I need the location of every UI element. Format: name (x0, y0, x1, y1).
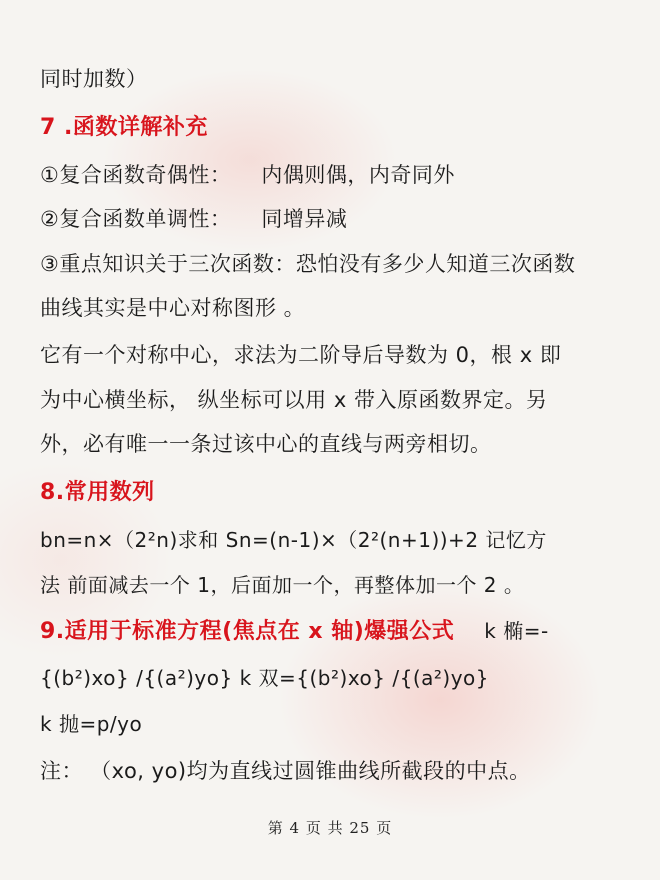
text-line: ③重点知识关于三次函数：恐怕没有多少人知道三次函数 (40, 252, 576, 276)
text-line: 它有一个对称中心，求法为二阶导后导数为 0，根 x 即 (40, 343, 562, 367)
formula-line: k 抛=p/yo (40, 712, 143, 736)
item-value: 同增异减 (261, 207, 348, 231)
text-line (40, 204, 624, 234)
text-line: 曲线其实是中心对称图形 。 (40, 296, 306, 320)
text-line: 为中心横坐标， 纵坐标可以用 x 带入原函数界定。另 (40, 388, 548, 412)
text-line: 同时加数） (40, 67, 148, 91)
item-label: ②复合函数单调性： (40, 207, 232, 231)
text-line (40, 160, 624, 190)
text-line (40, 616, 624, 647)
text-line: 法 前面减去一个 1，后面加一个，再整体加一个 2 。 (40, 573, 525, 597)
page-footer: 第 4 页 共 25 页 (267, 819, 393, 837)
item-label: ①复合函数奇偶性： (40, 163, 232, 187)
item-value: 内偶则偶，内奇同外 (261, 163, 455, 187)
formula-line: {(b²)xo} /{(a²)yo} k 双={(b²)xo} /{(a²)yo} (40, 666, 489, 690)
section-heading-7: 7 .函数详解补充 (40, 115, 208, 140)
section-heading-8: 8.常用数列 (40, 480, 155, 505)
text-line: bn=n×（2²n)求和 Sn=(n-1)×（2²(n+1))+2 记忆方 (40, 528, 547, 552)
section-heading-9: 9.适用于标准方程(焦点在 x 轴)爆强公式 (40, 619, 455, 644)
note-line: 注： （xo, yo)均为直线过圆锥曲线所截段的中点。 (40, 759, 531, 783)
formula-text: k 椭=- (484, 619, 549, 643)
text-line: 外，必有唯一一条过该中心的直线与两旁相切。 (40, 432, 492, 456)
